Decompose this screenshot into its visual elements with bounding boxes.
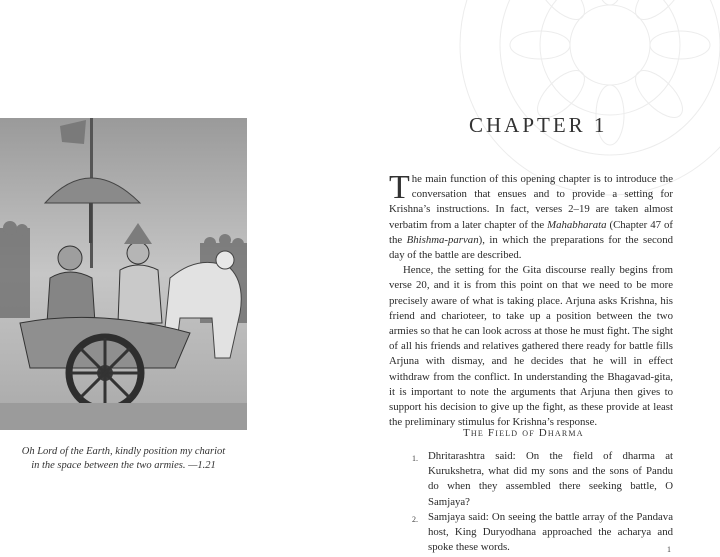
- chapter-body: [389, 169, 673, 430]
- chariot-illustration-svg: [0, 118, 247, 430]
- intro-text-1: he main function of this opening chapter is to introduce the conversation that ensues and to provide a setting for Krishna’s instructions. In fact, verses 2–19 are taken almost verbatim from a later chapter of the: [389, 173, 673, 231]
- chapter-title: CHAPTER 1: [469, 113, 608, 137]
- verse-text: Samjaya said: On seeing the battle array of the Pandava host, King Duryodhana approached the acharya and spoke these words.: [428, 510, 673, 554]
- verse-item: [414, 449, 673, 510]
- verse-item: [414, 510, 673, 556]
- caption-line-1: Oh Lord of the Earth, kindly position my chariot: [21, 446, 226, 457]
- chariot-illustration: [0, 118, 247, 430]
- verse-number: 1.: [412, 454, 418, 463]
- verse-list: [414, 449, 673, 555]
- intro-text-3: ), in which the preparations for the second day of the battle are described.: [389, 233, 673, 262]
- intro-mahabharata: Mahabharata: [547, 218, 607, 231]
- drop-cap: T: [389, 169, 410, 206]
- section-heading: The Field of Dharma: [463, 427, 584, 439]
- caption-line-2: in the space between the two armies. —1.21: [31, 460, 216, 471]
- intro-bhishma: Bhishma-parvan: [406, 233, 479, 246]
- intro-paragraph: [389, 169, 673, 263]
- right-page: [360, 0, 720, 557]
- second-paragraph: Hence, the setting for the Gita discourse really begins from verse 20, and it is from this point on that we need to be more precisely aware of what is taking place. Arjuna asks Krishna, his friend and charioteer, to take up a position between the two armies so that he can look across at those he must fight. The sight of all his friends and relatives gathered there ready for battle fills Arjuna with dismay, and he decides that he will in effect withdraw from the conflict. In understanding the Bhagavad-gita, it is important to note the arguments that Arjuna then gives to support his decision to give up the fight, as these provide at least the preliminary stimulus for Krishna’s response.: [389, 264, 673, 429]
- illustration-caption: [0, 445, 247, 473]
- intro-text-2: (Chapter 47 of the: [389, 218, 673, 246]
- verse-number: 2.: [412, 514, 418, 524]
- verse-text: Dhritarashtra said: On the field of dharma at Kurukshetra, what did my sons and the sons of Pandu do when they assembled there seeking battle, O Samjaya?: [428, 450, 673, 508]
- page-number: 1: [667, 545, 671, 554]
